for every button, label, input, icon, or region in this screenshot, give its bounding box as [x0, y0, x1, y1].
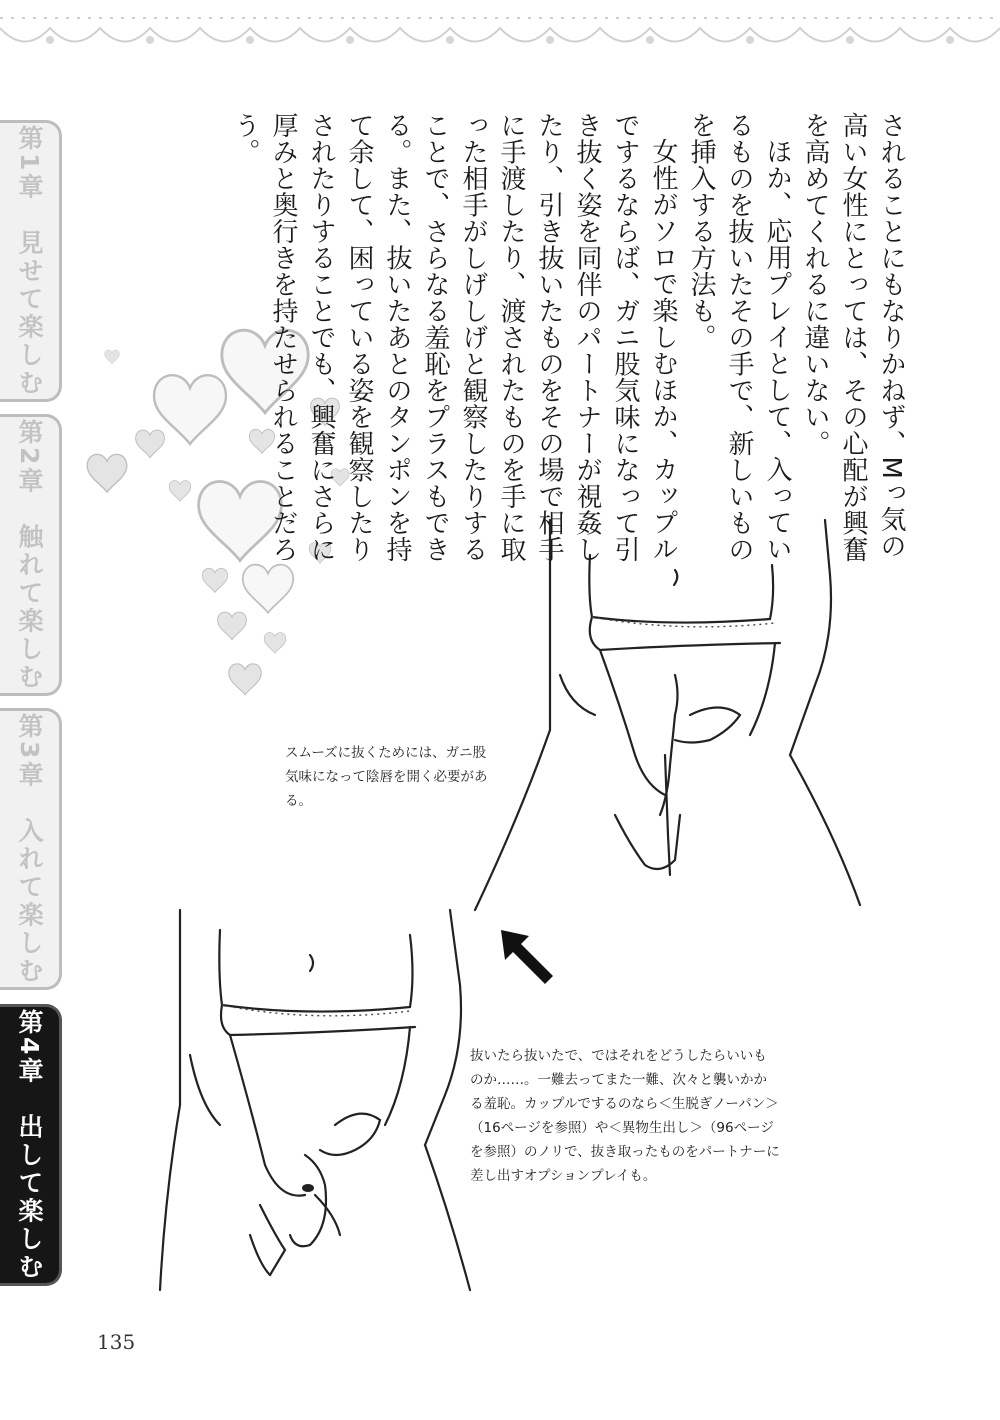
caption-1-text: スムーズに抜くためには、ガニ股気味になって陰唇を開く必要がある。	[285, 745, 488, 809]
caption-2-text: 抜いたら抜いたで、ではそれをどうしたらいいものか……。一難去ってまた一難、次々と襲いかかる羞恥。カップルでするのなら＜生脱ぎノーパン＞（16ページを参照）や＜異物生出し＞（96ページを参照）のノリで、抜き取ったものをパートナーに差し出すオプションプレイも。	[470, 1048, 780, 1184]
caption-illustration-1	[285, 741, 495, 813]
tab-chapter-3[interactable]	[0, 708, 62, 990]
tab-chapter-4[interactable]	[0, 1004, 62, 1286]
body-text	[230, 112, 910, 582]
illustration-lower	[160, 905, 480, 1295]
page-number: 135	[97, 1330, 136, 1354]
body-paragraph: 女性がソロで楽しむほか、カップルでするならば、ガニ股気味になって引き抜く姿を同伴のパートナーが視姦したり、引き抜いたものをその場で相手に手渡したり、渡されたものを手に取った相手がしげしげと観察したりすることで、さらなる羞恥をプラスもできる。また、抜いたあとのタンポンを持て余して、困っている姿を観察したりされたりすることでも、興奮にさらに厚みと奥行きを持たせられることだろう。	[230, 112, 678, 563]
body-paragraph: されることにもなりかねず、Mっ気の高い女性にとっては、その心配が興奮を高めてくれるに違いない。	[800, 112, 906, 563]
tab-chapter-1[interactable]	[0, 120, 62, 402]
tab-chapter-4-label: 第4章 出して楽しむ	[15, 1008, 44, 1282]
body-paragraph: ほか、応用プレイとして、入っているものを抜いたその手で、新しいものを挿入する方法も。	[686, 112, 792, 563]
down-arrow-icon	[493, 920, 563, 1000]
tab-chapter-2-label: 第2章 触れて楽しむ	[15, 418, 44, 692]
tab-chapter-3-label: 第3章 入れて楽しむ	[15, 712, 44, 986]
tab-chapter-1-label: 第1章 見せて楽しむ	[15, 124, 44, 398]
lace-top-border	[0, 0, 1000, 70]
tab-chapter-2[interactable]	[0, 414, 62, 696]
illustration-upper	[470, 515, 870, 910]
caption-illustration-2	[470, 1044, 780, 1188]
